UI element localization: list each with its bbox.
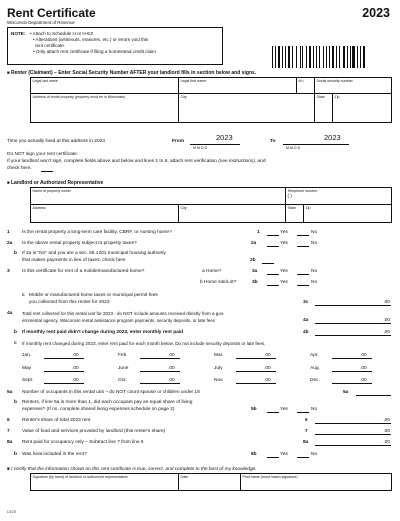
line-7-amount: .00 [383, 429, 390, 434]
line-ref: 8b [251, 452, 257, 457]
barcode-bar [366, 46, 367, 68]
line-ref: 1 [257, 230, 260, 235]
line-number: 3 [7, 269, 10, 274]
month-amount: .00 [360, 366, 367, 371]
month-amount: .00 [168, 353, 175, 358]
line-number: b [14, 400, 17, 405]
certification-text: I certify that the information shown on this rent certificate is true, correct, and complete to the best of my knowledge. [11, 467, 257, 472]
form-year: 2023 [362, 6, 390, 20]
month-amount: .00 [72, 366, 79, 371]
form-title: Rent Certificate [7, 6, 96, 20]
landlord-info-grid [30, 187, 392, 223]
field-label: Print name (must match signature) [242, 475, 298, 479]
do-not-sign-note: Do NOT sign your rent certificate. [7, 152, 79, 157]
no-label: No [311, 407, 318, 412]
line-2a-yes-checkbox[interactable] [267, 240, 279, 247]
month-amount: .00 [264, 353, 271, 358]
month-label: June [118, 366, 129, 371]
no-label: No [311, 280, 318, 285]
month-amount: .00 [360, 378, 367, 383]
department-name: Wisconsin Department of Revenue [7, 20, 75, 25]
line-3-text: Is this certificate for rent of a mobile/manufactured home? [22, 269, 145, 274]
note-text: If your landlord won't sign, complete fields above and below and lines 1 to 8, attach rent verification [7, 159, 217, 164]
rental-address-field[interactable] [31, 94, 179, 123]
line-2a-text: Is the above rental property subject to property taxes? [22, 241, 137, 246]
landlord-city-field[interactable] [179, 205, 286, 223]
from-date-hint: M M D D [193, 146, 208, 150]
note-label: NOTE: [11, 31, 26, 36]
no-label: No [311, 452, 318, 457]
line-6-amount: .00 [383, 418, 390, 423]
line-ref: 7 [305, 429, 308, 434]
line-5b-yes-checkbox[interactable] [267, 406, 279, 413]
month-amount: .00 [360, 353, 367, 358]
field-label: Telephone number [287, 189, 318, 193]
line-1-yes-checkbox[interactable] [267, 229, 279, 236]
renter-section-heading: ■ Renter (Claimant) – Enter Social Security Number AFTER your landlord fills in section below and signs. [7, 70, 256, 76]
last-name-field[interactable] [31, 78, 179, 94]
line-8b-yes-checkbox[interactable] [267, 451, 279, 458]
line-4b-text: If monthly rent paid didn't change during 2023, enter monthly rent paid [22, 330, 184, 335]
line-number: b [14, 330, 17, 335]
field-label: Address of rental property (property must be in Wisconsin) [32, 95, 126, 99]
line-ref: 5b [251, 407, 257, 412]
month-label: Nov. [214, 378, 224, 383]
line-3c-text: Mobile or manufactured home taxes or municipal permit fees [29, 293, 158, 298]
signature-grid [30, 473, 392, 491]
barcode-image [272, 46, 392, 68]
line-3b-label: b Home site/Lot? [200, 280, 237, 285]
to-date-hint: M M D D [286, 146, 301, 150]
line-5a-field[interactable] [356, 387, 391, 396]
landlord-wont-sign-checkbox[interactable] [41, 165, 53, 172]
field-label: City [180, 95, 187, 99]
renter-city-field[interactable] [179, 94, 315, 123]
ssn-field[interactable] [315, 78, 392, 94]
line-2b-text: that makes payments in lieu of taxes, check here [22, 258, 126, 263]
field-label: Zip [334, 95, 340, 99]
line-6-text: Renter's share of total 2023 rent [22, 418, 91, 423]
line-number: c [14, 341, 17, 346]
line-number: b [14, 251, 17, 256]
month-label: July [214, 366, 223, 371]
field-label: M.I. [298, 79, 305, 83]
yes-label: Yes [280, 241, 288, 246]
month-amount: .00 [168, 378, 175, 383]
field-label: Signature (by hand) of landlord or authorized representative [32, 475, 128, 479]
landlord-zip-field[interactable] [304, 205, 392, 223]
yes-label: Yes [280, 407, 288, 412]
check-here-label: check here. [7, 166, 32, 171]
line-ref: 3c [303, 300, 309, 305]
landlord-section-heading: ■ Landlord or Authorized Representative [7, 180, 103, 186]
line-2a-no-checkbox[interactable] [297, 240, 309, 247]
note-italic: (see instructions) [218, 159, 255, 164]
field-label: State [316, 95, 325, 99]
line-4c-text: If monthly rent changed during 2023, enter rent paid for each month below. Do not include security deposits or late fees. [22, 341, 266, 346]
line-number: 2a [7, 241, 13, 246]
line-5b-text: expenses? (If no, complete shared living expenses schedule on page 2) [22, 407, 175, 412]
line-8a-amount: .00 [383, 440, 390, 445]
month-amount: .00 [72, 378, 79, 383]
line-5b-no-checkbox[interactable] [297, 406, 309, 413]
line-ref: 3b [252, 280, 258, 285]
time-lived-label: Time you actually lived at this address in 2023 [7, 139, 105, 144]
line-number: 6 [7, 418, 10, 423]
line-ref: 2b [250, 258, 256, 263]
field-label: Address [32, 206, 46, 210]
line-ref: 3a [252, 269, 258, 274]
to-label: To [270, 139, 276, 144]
field-label: Zip [305, 206, 311, 210]
month-amount: .00 [264, 366, 271, 371]
line-number: c [22, 293, 25, 298]
renter-info-grid [30, 77, 392, 123]
landlord-address-field[interactable] [31, 205, 179, 223]
line-3b-no-checkbox[interactable] [297, 279, 309, 286]
yes-label: Yes [280, 280, 288, 285]
month-amount: .00 [168, 366, 175, 371]
line-2b-text: If 2a is "No" and you are a sec. 66.1201 municipal housing authority [22, 251, 166, 256]
middle-initial-field[interactable] [297, 78, 315, 94]
note-item: • Alterations (whiteouts, erasures, etc.) or errors void this [33, 37, 149, 42]
no-label: No [311, 230, 318, 235]
certification-statement [7, 466, 257, 472]
yes-label: Yes [280, 230, 288, 235]
from-label: From [172, 139, 184, 144]
form-code: I-017i [7, 510, 16, 514]
line-3b-yes-checkbox[interactable] [267, 279, 279, 286]
month-amount: .00 [264, 378, 271, 383]
line-5a-text: Number of occupants in this rental unit – do NOT count spouse or children under 18 [22, 390, 200, 395]
line-1-no-checkbox[interactable] [297, 229, 309, 236]
line-number: 7 [7, 429, 10, 434]
line-ref: 4a [303, 318, 309, 323]
field-label: Legal first name [180, 79, 207, 83]
field-label: Date [180, 475, 189, 479]
line-7-text: Value of food and services provided by landlord (this renter's share) [22, 429, 166, 434]
line-ref: 4b [303, 330, 309, 335]
line-number: b [14, 452, 17, 457]
line-4a-text: Total rent collected for this rental unit for 2023 - do NOT include amounts received directly from a gov- [22, 311, 225, 316]
month-label: Sept. [22, 378, 34, 383]
line-5b-text: Renters, if line 5a is more than 1, did each occupant pay an equal share of living [22, 400, 193, 405]
signature-field[interactable] [31, 474, 179, 491]
renter-state-field[interactable] [315, 94, 333, 123]
line-ref: 5a [343, 390, 349, 395]
field-label: Social security number [316, 79, 353, 83]
line-4a-amount: .00 [383, 318, 390, 323]
line-3a-yes-checkbox[interactable] [267, 268, 279, 275]
line-3c-text: you collected from this renter for 2023 [29, 300, 110, 305]
date-field[interactable] [179, 474, 241, 491]
owner-name-field[interactable] [31, 188, 286, 205]
line-8b-no-checkbox[interactable] [297, 451, 309, 458]
yes-label: Yes [280, 452, 288, 457]
month-amount: .00 [72, 353, 79, 358]
month-label: Aug. [310, 366, 320, 371]
line-ref: 6 [305, 418, 308, 423]
from-year: 2023 [216, 133, 233, 142]
month-label: Oct. [118, 378, 127, 383]
line-number: 5a [7, 390, 13, 395]
print-name-field[interactable] [241, 474, 392, 491]
field-label: Name of property owner [32, 189, 72, 193]
line-3c-amount: .00 [383, 300, 390, 305]
field-label: Legal last name [32, 79, 58, 83]
landlord-wont-sign-note [7, 159, 266, 164]
note-item: rent certificate. [35, 43, 66, 48]
line-number: 1 [7, 230, 10, 235]
line-3a-label: a Home? [202, 269, 222, 274]
month-label: Feb. [118, 353, 128, 358]
phone-parens: ( ) [287, 193, 292, 198]
line-3a-no-checkbox[interactable] [297, 268, 309, 275]
line-8b-text: Was heat included in the rent? [22, 452, 87, 457]
month-label: May [22, 366, 32, 371]
line-ref: 2a [251, 241, 257, 246]
line-number: 8a [7, 440, 13, 445]
month-label: Apr. [310, 353, 319, 358]
renter-zip-field[interactable] [333, 94, 392, 123]
yes-label: Yes [280, 269, 288, 274]
line-number: 4a [7, 311, 13, 316]
phone-field[interactable] [286, 188, 392, 205]
field-label: City [180, 206, 187, 210]
note-text: , and [254, 159, 266, 164]
line-4a-text: ernmental agency, Wisconsin rental assistance program payments, security deposits, or late fees [22, 318, 216, 323]
note-item: • Attach to Schedule H or H-EZ [30, 31, 94, 36]
no-label: No [311, 269, 318, 274]
line-4b-amount: .00 [383, 330, 390, 335]
line-1-text: Is the rental property a long-term care facility, CBRF, or nursing home? [22, 230, 172, 235]
line-ref: 8a [303, 440, 309, 445]
month-label: Dec. [310, 378, 320, 383]
first-name-field[interactable] [179, 78, 297, 94]
to-year: 2023 [324, 133, 341, 142]
no-label: No [311, 241, 318, 246]
line-2b-checkbox[interactable] [262, 257, 274, 264]
line-8a-text: Rent paid for occupancy only – Subtract line 7 from line 6 [22, 440, 144, 445]
note-box [7, 27, 223, 65]
note-item: • Only attach rent certificate if filing a homestead credit claim [33, 49, 156, 54]
month-label: Jan. [22, 353, 32, 358]
landlord-state-field[interactable] [286, 205, 304, 223]
section-bullet: ■ [7, 466, 10, 471]
month-label: Mar. [214, 353, 224, 358]
field-label: State [287, 206, 296, 210]
